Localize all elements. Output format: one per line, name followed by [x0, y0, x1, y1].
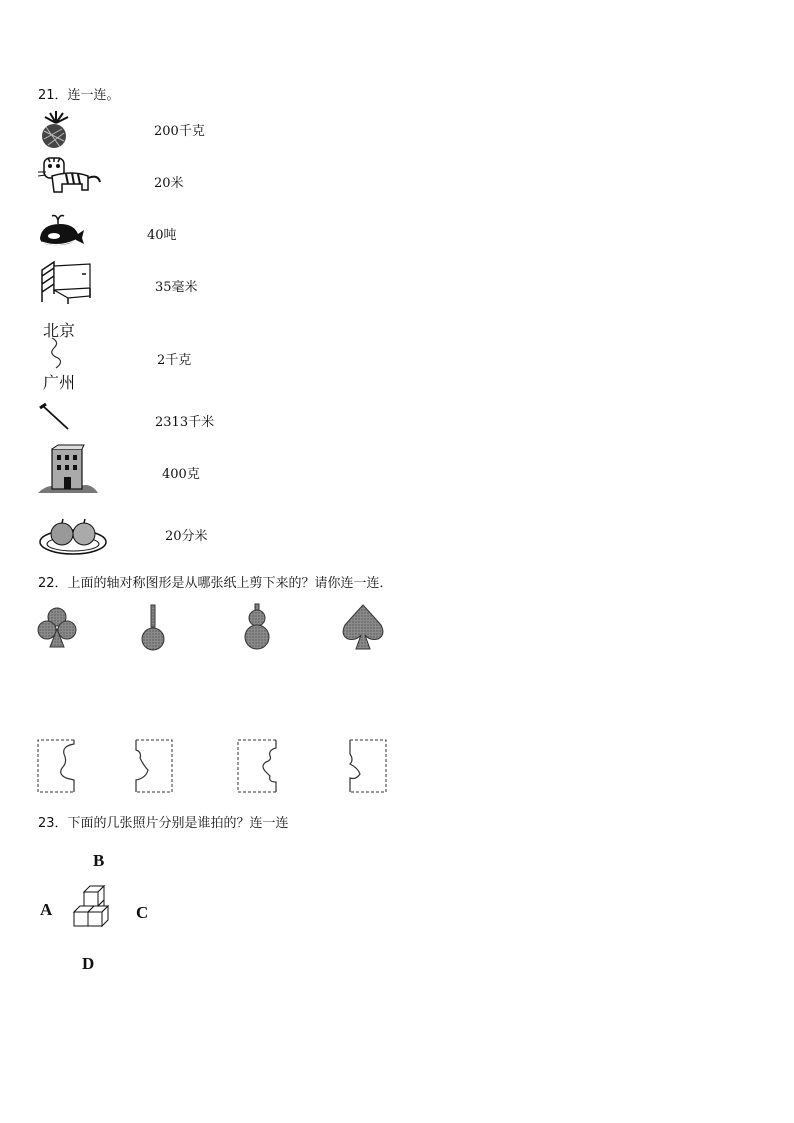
route-line-icon [40, 336, 80, 372]
q21-label-3: 40吨 [147, 228, 177, 243]
fruit-plate-icon [38, 514, 108, 556]
stacked-cubes-icon [72, 884, 122, 940]
building-icon [38, 443, 100, 497]
label-b: B [93, 851, 105, 870]
cut-paper-d-icon [344, 738, 390, 794]
q21-label-5: 2千克 [157, 353, 192, 368]
q21-title: 21．连一连。 [38, 88, 120, 103]
label-c: C [136, 903, 149, 922]
label-a: A [40, 900, 53, 919]
q21-label-1: 200千克 [154, 124, 205, 139]
nail-icon [38, 402, 72, 432]
tiger-icon [38, 156, 104, 196]
map-city-guangzhou: 广州 [43, 373, 76, 392]
cut-paper-a-icon [36, 738, 80, 794]
whale-icon [38, 212, 86, 248]
pineapple-icon [38, 111, 74, 149]
q21-label-2: 20米 [154, 176, 184, 191]
q21-label-6: 2313千米 [155, 415, 215, 430]
q21-label-7: 400克 [162, 467, 200, 482]
beijing-guangzhou-map-icon [40, 318, 88, 392]
q23-title: 23．下面的几张照片分别是谁拍的？连一连 [38, 816, 289, 831]
map-city-beijing: 北京 [43, 321, 76, 340]
q22-title: 22．上面的轴对称图形是从哪张纸上剪下来的？请你连一连． [38, 576, 393, 591]
gourd-shape-icon [243, 603, 271, 651]
spade-shape-icon [340, 603, 386, 651]
q21-label-8: 20分米 [165, 529, 208, 544]
club-shape-icon [36, 605, 78, 651]
label-d: D [82, 954, 95, 973]
ball-on-stick-shape-icon [140, 603, 166, 653]
q21-label-4: 35毫米 [155, 280, 198, 295]
bed-icon [38, 258, 94, 306]
cut-paper-c-icon [236, 738, 280, 794]
cut-paper-b-icon [132, 738, 176, 794]
